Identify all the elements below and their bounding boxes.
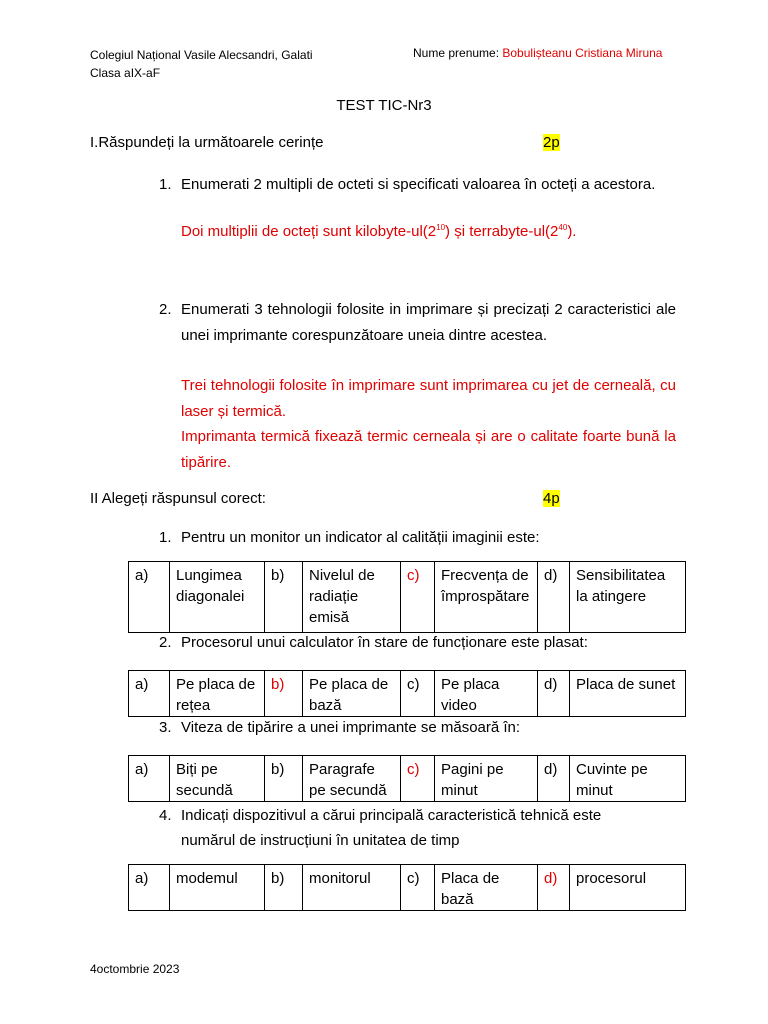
mcq4-option-d-text: procesorul (570, 865, 686, 911)
section2-heading: II Alegeți răspunsul corect: (90, 490, 266, 507)
mcq2-number: 2. (159, 634, 172, 651)
mcq3-option-c-text: Pagini pe minut (435, 756, 538, 802)
section1-points: 2p (543, 134, 560, 151)
mcq1-option-d-text: Sensibilitatea la atingere (570, 562, 686, 633)
mcq2-option-b-text: Pe placa de bază (303, 671, 401, 717)
mcq4-option-c-text: Placa de bază (435, 865, 538, 911)
mcq2-option-a-text: Pe placa de rețea (170, 671, 265, 717)
q1-answer-part3: ). (567, 223, 577, 240)
q1-text: Enumerati 2 multipli de octeti si specificati valoarea în octeți a acestora. (181, 176, 656, 193)
mcq1-option-b-letter: b) (265, 562, 303, 633)
q1-number: 1. (159, 176, 172, 193)
page-title: TEST TIC-Nr3 (336, 97, 432, 114)
q1-answer-part1: Doi multiplii de octeți sunt kilobyte-ul(2 (181, 223, 437, 240)
mcq2-option-c-text: Pe placa video (435, 671, 538, 717)
mcq2-option-c-letter: c) (401, 671, 435, 717)
mcq3-option-a-text: Biți pe secundă (170, 756, 265, 802)
mcq4-options-table (128, 864, 686, 911)
mcq1-option-a-text: Lungimea diagonalei (170, 562, 265, 633)
header-right (413, 46, 662, 60)
mcq3-option-b-text: Paragrafe pe secundă (303, 756, 401, 802)
student-name: Bobulișteanu Cristiana Miruna (502, 46, 663, 60)
q1-answer-sup1: 10 (436, 223, 446, 232)
mcq1-option-d-letter: d) (538, 562, 570, 633)
mcq4-option-a-text: modemul (170, 865, 265, 911)
section2-points: 4p (543, 490, 560, 507)
mcq4-text: Indicați dispozitivul a cărui principală caracteristică tehnică este numărul de instrucțiuni în unitatea de timp (181, 807, 602, 849)
mcq4-option-d-letter: d) (538, 865, 570, 911)
header-left (90, 46, 313, 82)
class-name: Clasa aIX-aF (90, 66, 161, 80)
mcq1-options-table (128, 561, 686, 633)
mcq1-number: 1. (159, 529, 172, 546)
mcq1-option-c-text: Frecvența de împrospătare (435, 562, 538, 633)
mcq2-option-b-letter: b) (265, 671, 303, 717)
footer-date: 4octombrie 2023 (90, 962, 180, 976)
q1-answer (181, 222, 576, 242)
mcq4-option-c-letter: c) (401, 865, 435, 911)
section1-heading: I.Răspundeți la următoarele cerințe (90, 134, 324, 151)
table-row (129, 756, 686, 802)
q1-answer-part2: ) și terrabyte-ul(2 (445, 223, 559, 240)
mcq1-option-b-text: Nivelul de radiație emisă (303, 562, 401, 633)
mcq4-option-b-text: monitorul (303, 865, 401, 911)
mcq2-text: Procesorul unui calculator în stare de funcționare este plasat: (181, 634, 588, 651)
mcq3-text: Viteza de tipărire a unei imprimante se măsoară în: (181, 719, 521, 736)
table-row (129, 865, 686, 911)
mcq2-options-table (128, 670, 686, 717)
name-label: Nume prenume: (413, 46, 503, 60)
mcq2-option-a-letter: a) (129, 671, 170, 717)
mcq2-option-d-letter: d) (538, 671, 570, 717)
mcq1-option-c-letter: c) (401, 562, 435, 633)
mcq4-option-b-letter: b) (265, 865, 303, 911)
mcq3-option-b-letter: b) (265, 756, 303, 802)
q1-answer-sup2: 40 (558, 223, 568, 232)
q2-answer2: Imprimanta termică fixează termic cerneala și are o calitate foarte bună la tipărire. (181, 428, 676, 471)
mcq1-text: Pentru un monitor un indicator al calității imaginii este: (181, 529, 540, 546)
table-row (129, 562, 686, 633)
mcq3-option-c-letter: c) (401, 756, 435, 802)
q2-text: Enumerati 3 tehnologii folosite in imprimare și precizați 2 caracteristici ale unei imprimante corespunzătoare uneia dintre acestea. (181, 301, 676, 344)
q2-answer1: Trei tehnologii folosite în imprimare sunt imprimarea cu jet de cerneală, cu laser și termică. (181, 377, 676, 420)
table-row (129, 671, 686, 717)
q2-number: 2. (159, 301, 172, 318)
mcq3-option-d-text: Cuvinte pe minut (570, 756, 686, 802)
mcq2-option-d-text: Placa de sunet (570, 671, 686, 717)
mcq4-number: 4. (159, 807, 172, 824)
mcq3-options-table (128, 755, 686, 802)
mcq1-option-a-letter: a) (129, 562, 170, 633)
mcq3-option-d-letter: d) (538, 756, 570, 802)
mcq4-option-a-letter: a) (129, 865, 170, 911)
mcq3-number: 3. (159, 719, 172, 736)
school-name: Colegiul Național Vasile Alecsandri, Galati (90, 48, 313, 62)
mcq3-option-a-letter: a) (129, 756, 170, 802)
